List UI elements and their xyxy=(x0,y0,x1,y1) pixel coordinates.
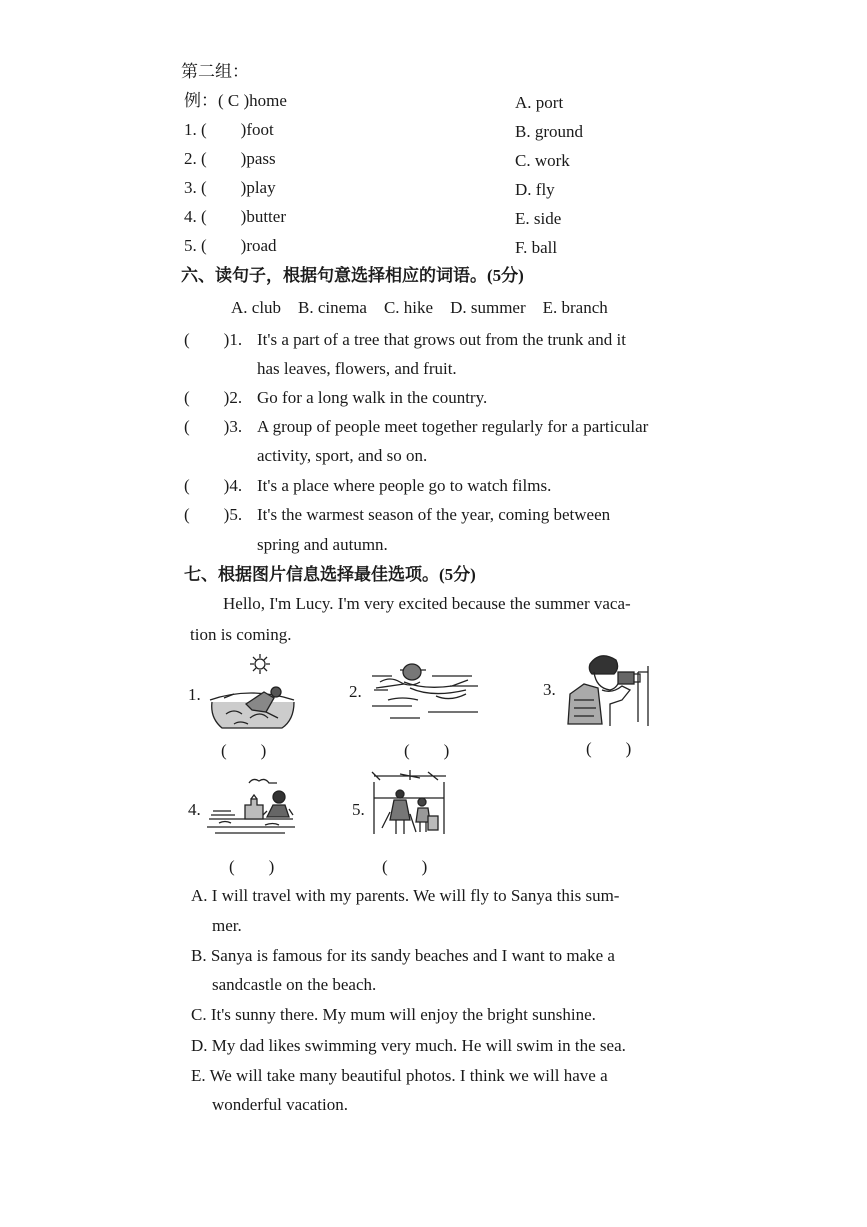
sunbathing-picture xyxy=(206,652,298,734)
pic3-blank: ( ) xyxy=(586,739,632,758)
section6-options: A. club B. cinema C. hike D. summer E. branch xyxy=(231,298,608,317)
answer-d-line1: D. My dad likes swimming very much. He will swim in the sea. xyxy=(191,1036,626,1055)
group-title: 第二组： xyxy=(181,62,249,81)
section7-intro-line2: tion is coming. xyxy=(190,625,292,644)
s6-item4-line1: It's a place where people go to watch films. xyxy=(257,476,552,495)
match-right-b: B. ground xyxy=(515,122,583,141)
pic1-blank: ( ) xyxy=(221,741,267,760)
s6-item1-num: ( )1. xyxy=(184,330,243,349)
match-left-5: 5. ( )road xyxy=(184,236,277,255)
pic2-blank: ( ) xyxy=(404,741,450,760)
match-right-e: E. side xyxy=(515,209,562,228)
s6-item4-num: ( )4. xyxy=(184,476,243,495)
match-left-1: 1. ( )foot xyxy=(184,120,274,139)
s6-item5-num: ( )5. xyxy=(184,505,243,524)
s6-item1-line1: It's a part of a tree that grows out from the trunk and it xyxy=(257,330,626,349)
s6-item2-num: ( )2. xyxy=(184,388,243,407)
pic5-label: 5. xyxy=(352,800,365,819)
section7-title: 七、根据图片信息选择最佳选项。(5分) xyxy=(184,565,476,584)
match-left-3: 3. ( )play xyxy=(184,178,276,197)
s6-item5-line1: It's the warmest season of the year, coming between xyxy=(257,505,611,524)
airport-family-picture xyxy=(370,768,450,840)
camera-picture xyxy=(564,650,654,730)
answer-a-line1: A. I will travel with my parents. We will fly to Sanya this sum- xyxy=(191,886,620,905)
answer-b-line1: B. Sanya is famous for its sandy beaches and I want to make a xyxy=(191,946,615,965)
match-right-a: A. port xyxy=(515,93,564,112)
pic1-label: 1. xyxy=(188,685,201,704)
s6-item3-line1: A group of people meet together regularly for a particular xyxy=(257,417,649,436)
match-right-c: C. work xyxy=(515,151,570,170)
s6-item3-num: ( )3. xyxy=(184,417,243,436)
example-line: 例：( C )home xyxy=(184,91,287,110)
s6-item5-line2: spring and autumn. xyxy=(257,535,388,554)
answer-b-line2: sandcastle on the beach. xyxy=(212,975,377,994)
pic5-blank: ( ) xyxy=(382,857,428,876)
s6-item2-line1: Go for a long walk in the country. xyxy=(257,388,488,407)
pic3-label: 3. xyxy=(543,680,556,699)
swimming-picture xyxy=(370,660,482,722)
s6-item3-line2: activity, sport, and so on. xyxy=(257,446,428,465)
s6-item1-line2: has leaves, flowers, and fruit. xyxy=(257,359,457,378)
pic4-label: 4. xyxy=(188,800,201,819)
pic2-label: 2. xyxy=(349,682,362,701)
pic4-blank: ( ) xyxy=(229,857,275,876)
match-left-2: 2. ( )pass xyxy=(184,149,276,168)
answer-c-line1: C. It's sunny there. My mum will enjoy the bright sunshine. xyxy=(191,1005,596,1024)
match-right-f: F. ball xyxy=(515,238,558,257)
match-left-4: 4. ( )butter xyxy=(184,207,286,226)
answer-a-line2: mer. xyxy=(212,916,242,935)
section6-title: 六、读句子，根据句意选择相应的词语。(5分) xyxy=(181,266,524,285)
sandcastle-picture xyxy=(205,775,297,835)
match-right-d: D. fly xyxy=(515,180,555,199)
answer-e-line2: wonderful vacation. xyxy=(212,1095,348,1114)
answer-e-line1: E. We will take many beautiful photos. I think we will have a xyxy=(191,1066,608,1085)
section7-intro-line1: Hello, I'm Lucy. I'm very excited because the summer vaca- xyxy=(223,594,631,613)
